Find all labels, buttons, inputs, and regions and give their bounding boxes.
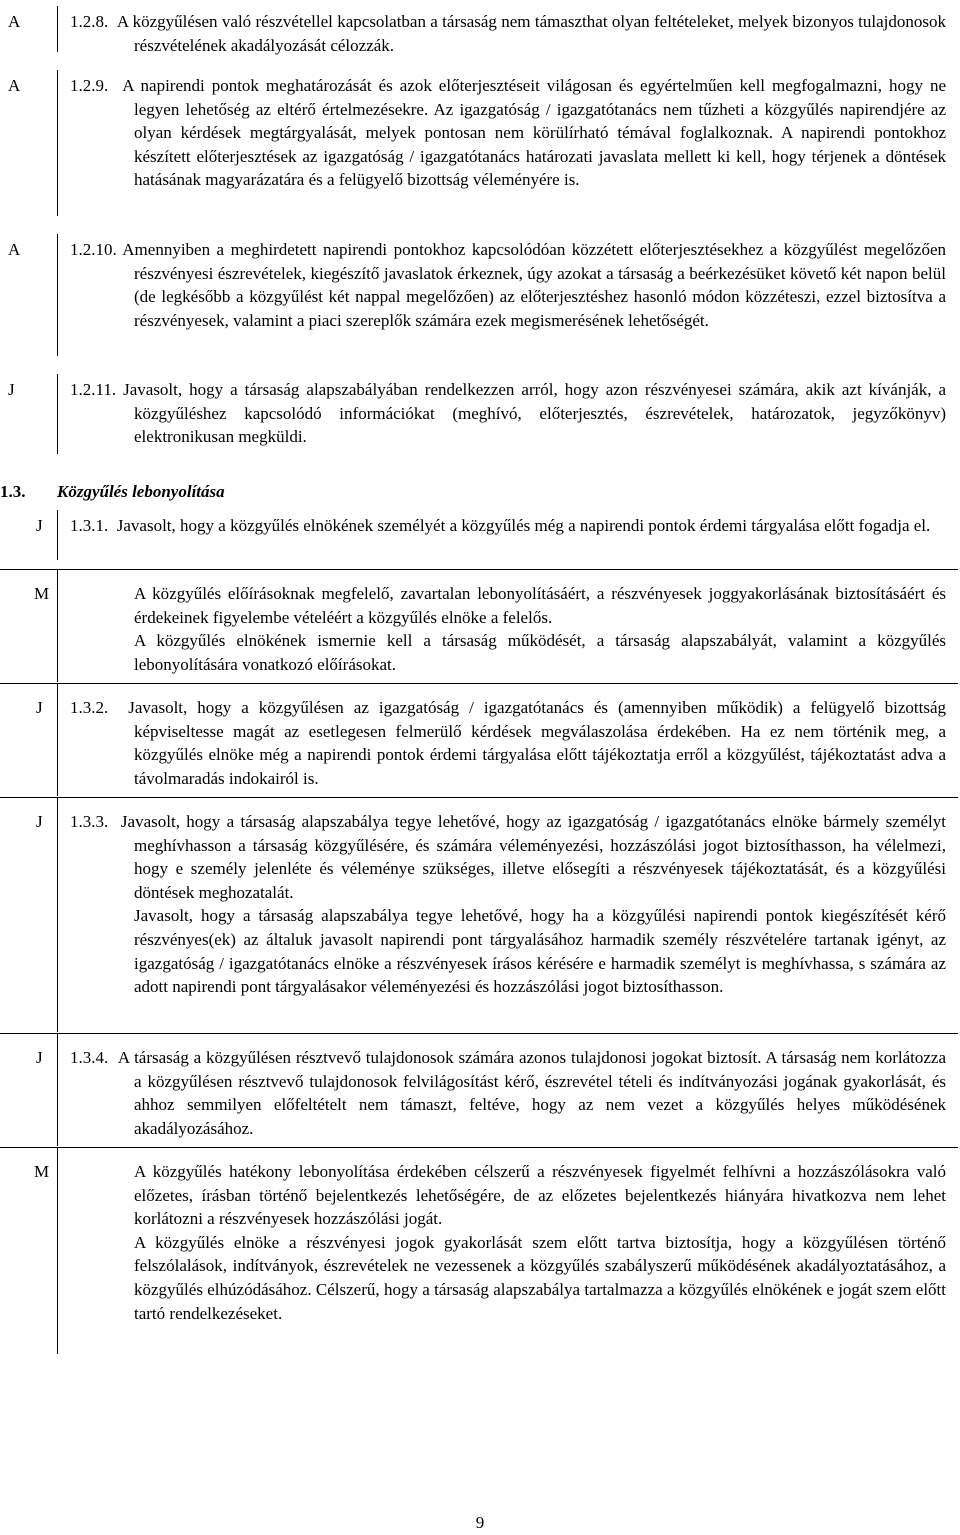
divider-7 bbox=[57, 684, 58, 796]
para-text: A közgyűlés előírásoknak megfelelő, zavartalan lebonyolításáért, a részvényesek joggyakorlásának biztosításáért és érdekeinek figyelembe vételéért a közgyűlés elnöke a felelős. bbox=[134, 584, 946, 627]
paragraph-1-2-11 bbox=[70, 378, 946, 449]
para-text: A közgyűlés elnökének ismernie kell a társaság működését, a társaság alapszabályát, valamint a közgyűlés lebonyolítására vonatkozó előírásokat. bbox=[134, 631, 946, 674]
paragraph-1-2-10 bbox=[70, 238, 946, 332]
para-text: A közgyűlés elnöke a részvényesi jogok gyakorlását szem előtt tartva biztosítja, hogy a közgyűlésen történő felszólalások, indítványok, észrevételek ne vezessenek a közgyűlés szabályszerű működésének akadályoztatásához, a közgyűlés elhúzódásához. Célszerű, hogy a társaság alapszabálya tartalmazza a közgyűlés elnökének e jogát szem előtt tartó rendelkezéseket. bbox=[134, 1232, 946, 1323]
letter-8: J bbox=[36, 812, 43, 831]
paragraph-1-3-1 bbox=[70, 514, 946, 538]
section-number: 1.3. bbox=[0, 482, 26, 501]
letter-3: A bbox=[8, 240, 21, 259]
paragraph-1-3-2 bbox=[70, 696, 946, 790]
letter-9: J bbox=[36, 1048, 43, 1067]
separator-1 bbox=[0, 569, 958, 570]
letter-10: M bbox=[34, 1162, 50, 1181]
separator-4 bbox=[0, 1033, 958, 1034]
para-text: 1.2.11. Javasolt, hogy a társaság alapszabályában rendelkezzen arról, hogy azon részvényesei számára, akik azt kívánják, a közgyűléshez kapcsolódó információkat (meghívó, előterjesztés, észrevételek, határozatok, jegyzőkönyv) elektronikusan megküldi. bbox=[70, 380, 946, 447]
letter-1: A bbox=[8, 12, 21, 31]
para-text: 1.3.2. Javasolt, hogy a közgyűlésen az igazgatóság / igazgatótanács és (amennyiben működik) a felügyelő bizottság képviseltesse magát az esetlegesen felmerülő kérdések megválaszolása érdekében. Ha ez nem történik meg, a közgyűlés elnöke még a napirendi pontok érdemi tárgyalása előtt tájékoztatja erről a közgyűlést, tájékoztatást adva a távolmaradás indokairól is. bbox=[70, 698, 946, 788]
divider-3 bbox=[57, 234, 58, 356]
divider-6 bbox=[57, 570, 58, 682]
para-text: A közgyűlés hatékony lebonyolítása érdekében célszerű a részvényesek figyelmét felhívni a hozzászólásokra való előzetes, írásban történő bejelentkezés lehetőségére, de az előzetes bejelentkezés hiányára hivatkozva nem lehet korlátozni a részvényesek hozzászólási jogát. bbox=[134, 1162, 946, 1229]
paragraph-1-2-8 bbox=[70, 10, 946, 57]
para-text: 1.3.3. Javasolt, hogy a társaság alapszabálya tegye lehetővé, hogy az igazgatóság / igazgatótanács elnöke bármely személyt meghívhasson a társaság közgyűlésére, és számára véleményezési, hozzászólási jogot biztosíthasson, ha vélelmezi, hogy e személy jelenléte és véleménye szükséges, illetve elősegíti a részvényesek tájékoztatását, és a közgyűlési döntések meghozatalát. bbox=[70, 812, 946, 902]
separator-5 bbox=[0, 1147, 958, 1148]
para-text: 1.2.9. A napirendi pontok meghatározását és azok előterjesztéseit világosan és egyértelműen kell megfogalmazni, hogy ne legyen lehetőség az eltérő értelmezésekre. Az igazgatóság / igazgatótanács nem tűzheti a közgyűlés napirendjére az olyan kérdések megtárgyalását, melyek pontosan nem körülírható témával foglalkoznak. A napirendi pontokhoz készített előterjesztések az igazgatóság / igazgatótanács határozati javaslata mellett ki kell, hogy térjenek a döntések hatásának magyarázatára és a felügyelő bizottság véleményére is. bbox=[70, 76, 946, 190]
paragraph-m-2 bbox=[134, 1160, 946, 1325]
para-text: 1.3.1. Javasolt, hogy a közgyűlés elnökének személyét a közgyűlés még a napirendi pontok érdemi tárgyalása előtt fogadja el. bbox=[70, 516, 931, 535]
paragraph-m-1 bbox=[134, 582, 946, 676]
para-text: Javasolt, hogy a társaság alapszabálya tegye lehetővé, hogy ha a közgyűlési napirendi pontok kiegészítését kérő részvényes(ek) az általuk javasolt napirendi pont tárgyalásához harmadik személy részvételére tartanak igényt, az igazgatóság / igazgatótanács elnöke a részvényesek írásos kérésére e harmadik személyt is meghívhassa, s számára az adott napirendi pont tárgyalásakor véleményezési és hozzászólási jogot biztosíthasson. bbox=[134, 906, 946, 997]
divider-10 bbox=[57, 1148, 58, 1354]
paragraph-1-3-4 bbox=[70, 1046, 946, 1140]
para-text: 1.2.8. A közgyűlésen való részvétellel kapcsolatban a társaság nem támaszthat olyan feltételeket, melyek bizonyos tulajdonosok részvételének akadályozását célozzák. bbox=[70, 12, 946, 55]
paragraph-1-3-3 bbox=[70, 810, 946, 999]
divider-5 bbox=[57, 510, 58, 560]
paragraph-1-2-9 bbox=[70, 74, 946, 192]
divider-9 bbox=[57, 1034, 58, 1146]
divider-8 bbox=[57, 798, 58, 1032]
para-text: 1.2.10. Amennyiben a meghirdetett napirendi pontokhoz kapcsolódóan közzétett előterjesztésekhez a közgyűlést megelőzően részvényesi észrevételek, kiegészítő javaslatok érkeznek, úgy azokat a társaság a beérkezésüket követő két napon belül (de legkésőbb a közgyűlést két nappal megelőzően) az előterjesztéshez hasonló módon közzéteszi, ezzel biztosítva a részvényesek, valamint a piaci szereplők számára ezek megismerésének lehetőségét. bbox=[70, 240, 946, 330]
letter-5: J bbox=[36, 516, 43, 535]
divider-2 bbox=[57, 70, 58, 216]
separator-2 bbox=[0, 683, 958, 684]
divider-1 bbox=[57, 6, 58, 52]
separator-3 bbox=[0, 797, 958, 798]
section-title: Közgyűlés lebonyolítása bbox=[57, 482, 225, 501]
para-text: 1.3.4. A társaság a közgyűlésen résztvevő tulajdonosok számára azonos tulajdonosi jogokat biztosít. A társaság nem korlátozza a közgyűlésen résztvevő tulajdonosok felvilágosítást kérő, észrevétel tételi és indítványozási jogának gyakorlását, és ahhoz semmilyen előfeltételt nem támaszt, feltéve, hogy az nem vezet a közgyűlés helyes működésének akadályozásához. bbox=[70, 1048, 946, 1138]
letter-6: M bbox=[34, 584, 50, 603]
letter-7: J bbox=[36, 698, 43, 717]
divider-4 bbox=[57, 374, 58, 454]
page-number: 9 bbox=[475, 1513, 485, 1532]
section-heading bbox=[0, 480, 225, 504]
letter-4: J bbox=[8, 380, 15, 399]
letter-2: A bbox=[8, 76, 21, 95]
